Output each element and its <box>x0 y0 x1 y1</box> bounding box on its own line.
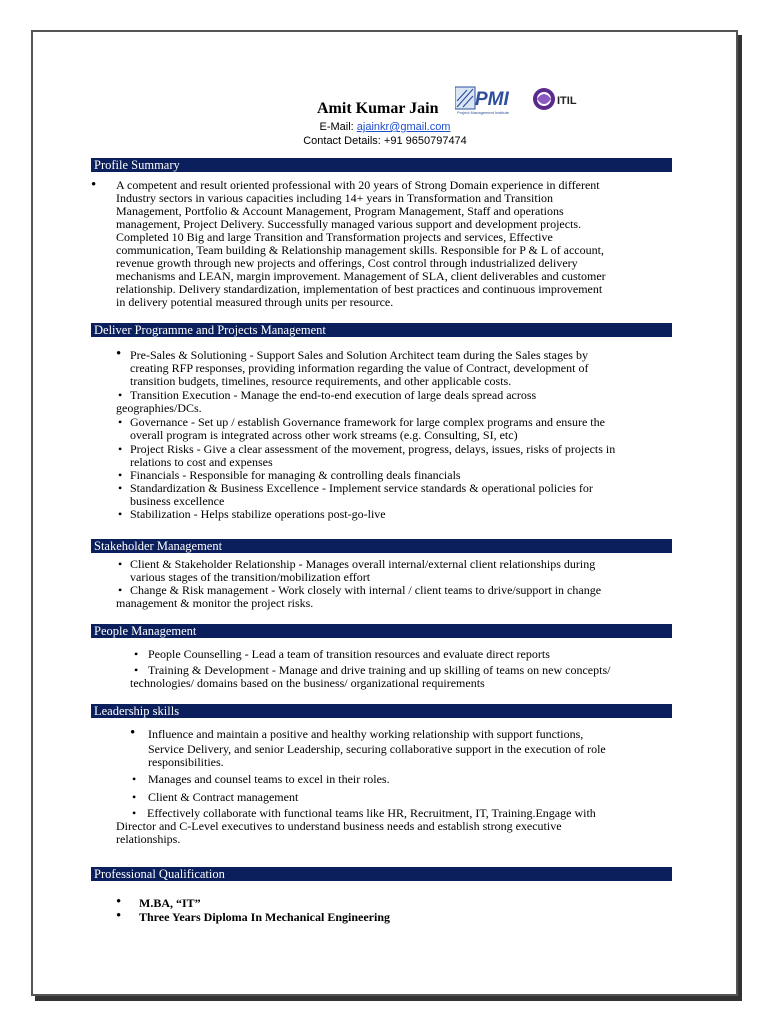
bullet-icon: • <box>91 177 97 193</box>
bullet-icon: • <box>118 442 123 456</box>
section-header-stakeholder: Stakeholder Management <box>91 539 672 553</box>
certification-logos <box>455 85 595 115</box>
deliver-item: relations to cost and expenses <box>130 455 273 469</box>
stakeholder-item: management & monitor the project risks. <box>116 596 314 610</box>
bullet-icon: • <box>118 583 123 597</box>
bullet-icon: • <box>116 894 122 910</box>
deliver-item: overall program is integrated across other work streams (e.g. Consulting, SI, etc) <box>130 428 518 442</box>
bullet-icon: • <box>132 790 137 804</box>
bullet-icon: • <box>118 557 123 571</box>
leadership-item: Influence and maintain a positive and healthy working relationship with support functions, <box>148 727 584 741</box>
deliver-item: geographies/DCs. <box>116 401 202 415</box>
bullet-icon: • <box>132 772 137 786</box>
bullet-icon: • <box>118 415 123 429</box>
deliver-item: Stabilization - Helps stabilize operations post-go-live <box>130 507 386 521</box>
profile-line: management, Project Delivery. Successfully managed various support and development projects. <box>116 217 582 231</box>
candidate-name: Amit Kumar Jain <box>317 100 439 117</box>
svg-text:ITIL: ITIL <box>557 95 577 107</box>
deliver-item: Transition Execution - Manage the end-to-end execution of large deals spread across <box>130 388 537 402</box>
stakeholder-item: Client & Stakeholder Relationship - Manages overall internal/external client relationships during <box>130 557 596 571</box>
stakeholder-item: various stages of the transition/mobilization effort <box>130 570 371 584</box>
profile-line: A competent and result oriented professional with 20 years of Strong Domain experience in different <box>116 178 600 192</box>
section-header-leadership: Leadership skills <box>91 704 672 718</box>
section-header-deliver: Deliver Programme and Projects Management <box>91 323 672 337</box>
deliver-item: Pre-Sales & Solutioning - Support Sales and Solution Architect team during the Sales stages by <box>130 348 588 362</box>
deliver-item: Standardization & Business Excellence - Implement service standards & operational policies for <box>130 481 593 495</box>
people-item: technologies/ domains based on the business/ organizational requirements <box>130 676 485 690</box>
bullet-icon: • <box>116 346 122 362</box>
people-item: People Counselling - Lead a team of transition resources and evaluate direct reports <box>148 647 550 661</box>
bullet-icon: • <box>118 481 123 495</box>
profile-line: in delivery potential measured through units per resource. <box>116 295 394 309</box>
profile-line: Management, Portfolio & Account Management, Program Management, Staff and operations <box>116 204 564 218</box>
deliver-item: transition budgets, timelines, resource requirements, and other applicable costs. <box>130 374 512 388</box>
leadership-item: Manages and counsel teams to excel in their roles. <box>148 772 390 786</box>
section-header-people: People Management <box>91 624 672 638</box>
qualification-diploma: Three Years Diploma In Mechanical Engineering <box>139 910 390 924</box>
bullet-icon: • <box>116 908 122 924</box>
leadership-item: Service Delivery, and senior Leadership, securing collaborative support in the execution of role <box>148 742 606 756</box>
pmi-logo <box>455 87 510 115</box>
bullet-icon: • <box>118 468 123 482</box>
bullet-icon: • <box>134 663 139 677</box>
svg-text:Project Management Institute: Project Management Institute <box>457 110 510 115</box>
bullet-icon: • <box>118 388 123 402</box>
profile-line: revenue growth through new projects and offerings, Cost control through industrialized delivery <box>116 256 578 270</box>
leadership-item: Client & Contract management <box>148 790 299 804</box>
bullet-icon: • <box>130 725 136 741</box>
profile-line: Completed 10 Big and large Transition and Transformation projects and services, Effective <box>116 230 553 244</box>
itil-logo <box>533 88 577 110</box>
stakeholder-item: Change & Risk management - Work closely with internal / client teams to drive/support in change <box>130 583 602 597</box>
bullet-icon: • <box>118 507 123 521</box>
section-header-profile: Profile Summary <box>91 158 672 172</box>
profile-line: mechanisms and LEAN, margin improvement. Management of SLA, client deliverables and customer <box>116 269 606 283</box>
contact-block <box>200 120 570 148</box>
deliver-item: Governance - Set up / establish Governance framework for large complex programs and ensure the <box>130 415 605 429</box>
deliver-item: business excellence <box>130 494 225 508</box>
svg-text:PMI: PMI <box>475 89 509 110</box>
section-header-qualification: Professional Qualification <box>91 867 672 881</box>
email-label: E-Mail: <box>319 121 357 133</box>
email-line <box>200 120 570 134</box>
bullet-icon: • <box>134 647 139 661</box>
deliver-item: creating RFP responses, providing information regarding the value of Contract, development of <box>130 361 589 375</box>
profile-line: Industry sectors in various capacities including 14+ years in Transformation and Transition <box>116 191 554 205</box>
email-link[interactable]: ajainkr@gmail.com <box>356 121 451 133</box>
leadership-item: responsibilities. <box>148 755 224 769</box>
leadership-item: Effectively collaborate with functional teams like HR, Recruitment, IT, Training.Engage with <box>147 806 596 820</box>
leadership-item: Director and C-Level executives to understand business needs and establish strong executive <box>116 819 562 833</box>
profile-line: communication, Team building & Relationship management skills. Responsible for P & L of account, <box>116 243 604 257</box>
phone-line: Contact Details: +91 9650797474 <box>303 135 467 147</box>
profile-line: relationship. Delivery standardization, implementation of best practices and continuous improvement <box>116 282 603 296</box>
qualification-mba: M.BA, “IT” <box>139 896 201 910</box>
deliver-item: Project Risks - Give a clear assessment of the movement, progress, delays, issues, risks of projects in <box>130 442 616 456</box>
deliver-item: Financials - Responsible for managing & controlling deals financials <box>130 468 461 482</box>
leadership-item: relationships. <box>116 832 181 846</box>
people-item: Training & Development - Manage and drive training and up skilling of teams on new concepts/ <box>148 663 611 677</box>
bullet-icon: • <box>132 806 137 820</box>
